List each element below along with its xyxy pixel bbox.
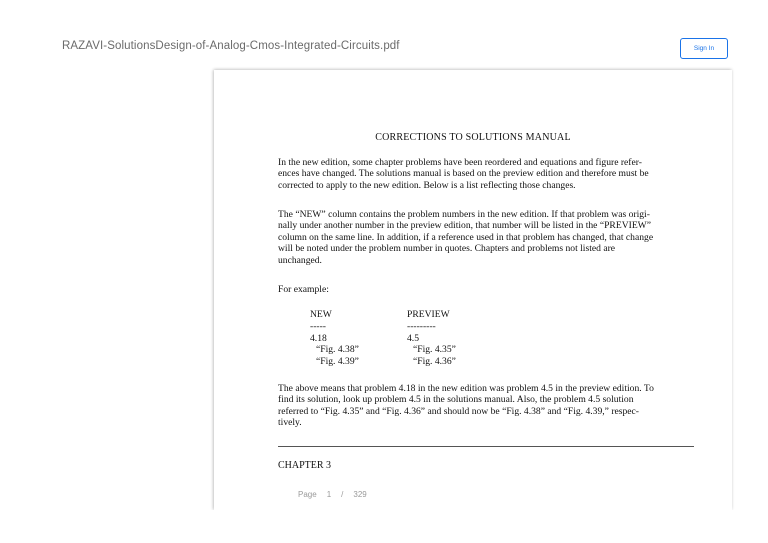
sign-in-button[interactable]: Sign In <box>680 38 728 59</box>
preview-column-cell: “Fig. 4.36” <box>413 355 456 367</box>
text-line: In the new edition, some chapter problems have been reordered and equations and figure refer- <box>278 157 642 168</box>
text-line: referred to “Fig. 4.35” and “Fig. 4.36” and should now be “Fig. 4.38” and “Fig. 4.39,” respec- <box>278 405 640 417</box>
preview-column-header: PREVIEW <box>407 309 450 320</box>
preview-column-cell: “Fig. 4.35” <box>413 344 456 356</box>
text-line: nally under another number in the preview edition, that number will be listed in the “PREVIEW” <box>278 220 651 232</box>
text-line: find its solution, look up problem 4.5 in the solutions manual. Also, the problem 4.5 solution <box>278 394 634 406</box>
text-line: will be noted under the problem number in quotes. Chapters and problems not listed are <box>278 243 616 255</box>
preview-column-cell: 4.5 <box>407 332 419 344</box>
text-line: corrected to apply to the new edition. Below is a list reflecting those changes. <box>278 179 576 191</box>
new-column <box>310 309 359 367</box>
example-label: For example: <box>278 284 329 295</box>
preview-column-divider: --------- <box>407 321 436 333</box>
new-column-cell: “Fig. 4.38” <box>316 344 359 356</box>
column-explanation-paragraph <box>278 209 698 266</box>
page-separator: / <box>341 489 344 499</box>
text-line: column on the same line. In addition, if a reference used in that problem has changed, that change <box>278 231 654 243</box>
text-line: tively. <box>278 417 302 429</box>
text-line: The above means that problem 4.18 in the new edition was problem 4.5 in the preview edition. To <box>278 383 654 394</box>
text-line: The “NEW” column contains the problem numbers in the new edition. If that problem was origi- <box>278 209 650 220</box>
document-title: RAZAVI-SolutionsDesign-of-Analog-Cmos-Integrated-Circuits.pdf <box>62 40 400 52</box>
horizontal-rule <box>278 446 694 447</box>
text-line: ences have changed. The solutions manual is based on the preview edition and therefore must be <box>278 168 649 180</box>
page-label: Page <box>298 489 317 499</box>
current-page-number[interactable]: 1 <box>326 489 332 499</box>
chapter-heading: CHAPTER 3 <box>278 460 332 471</box>
new-column-cell: “Fig. 4.39” <box>316 355 359 367</box>
preview-column <box>407 309 456 367</box>
pdf-page <box>214 70 732 510</box>
new-column-cell: 4.18 <box>310 332 327 344</box>
page-heading: CORRECTIONS TO SOLUTIONS MANUAL <box>375 132 571 143</box>
new-column-divider: ----- <box>310 321 326 333</box>
total-pages: 329 <box>353 489 367 499</box>
bottom-area <box>0 510 768 543</box>
top-bar <box>0 0 768 70</box>
example-explanation-paragraph <box>278 383 698 429</box>
intro-paragraph <box>278 157 698 191</box>
page-indicator <box>298 485 377 503</box>
document-viewer[interactable] <box>0 70 768 510</box>
new-column-header: NEW <box>310 309 332 320</box>
text-line: unchanged. <box>278 254 322 266</box>
